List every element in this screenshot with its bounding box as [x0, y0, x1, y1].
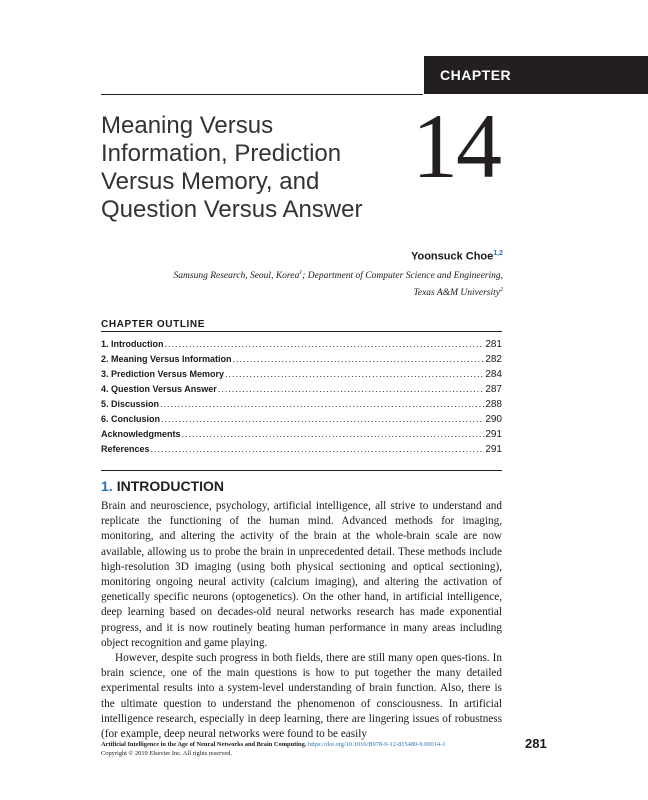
section-number: 1.: [101, 478, 113, 494]
toc-leader: [165, 339, 485, 349]
toc-page: 287: [485, 384, 502, 395]
toc-page: 284: [485, 369, 502, 380]
toc-item-prediction-versus-memory[interactable]: [101, 369, 502, 384]
toc-leader: [218, 384, 485, 394]
copyright: Copyright © 2019 Elsevier Inc. All rights reserved.: [101, 750, 233, 757]
chapter-label: CHAPTER: [440, 67, 512, 83]
toc-page: 281: [485, 339, 502, 350]
toc-item-introduction[interactable]: [101, 339, 502, 354]
toc-leader: [160, 399, 484, 409]
toc-page: 288: [485, 399, 502, 410]
author-affiliation-ref[interactable]: 1,2: [493, 250, 503, 257]
chapter-banner: [424, 56, 648, 94]
author-name: Yoonsuck Choe: [410, 250, 494, 263]
toc-label: 1. Introduction: [101, 339, 164, 349]
section-heading: [101, 478, 224, 494]
toc-label: 5. Discussion: [101, 399, 160, 409]
doi-link[interactable]: https://doi.org/10.1016/B978-0-12-815480-9.00014-1: [308, 741, 446, 748]
body-text: [101, 499, 502, 742]
toc-leader: [233, 354, 485, 364]
title-line: Meaning Versus: [101, 112, 274, 139]
outline-heading: CHAPTER OUTLINE: [101, 319, 205, 330]
affiliation-text: ; Department of Computer Science and Engineering,: [302, 271, 503, 282]
toc-label: 6. Conclusion: [101, 414, 161, 424]
toc-item-conclusion[interactable]: [101, 414, 502, 429]
author: [411, 250, 503, 263]
toc-label: Acknowledgments: [101, 429, 181, 439]
affiliation-sup: 2: [500, 287, 503, 294]
toc-item-references[interactable]: [101, 444, 502, 459]
title-line: Versus Memory, and: [101, 168, 320, 195]
affiliation: [83, 266, 503, 300]
toc-page: 282: [485, 354, 502, 365]
section-title: INTRODUCTION: [116, 478, 225, 494]
toc-label: 2. Meaning Versus Information: [101, 354, 232, 364]
chapter-number: 14: [412, 95, 500, 197]
book-title: Artificial Intelligence in the Age of Neural Networks and Brain Computing.: [101, 741, 307, 748]
chapter-outline: [101, 339, 502, 459]
paragraph: Brain and neuroscience, psychology, artificial intelligence, all strive to understand and replicate the functioning of the human mind. Advanced methods for imaging, monitoring, and altering the activity of the brain at the whole-brain scale are now available, allowing us to probe the brain in unprecedented detail. These methods include high-resolution 3D imaging (using both physical sectioning and optical sectioning), monitoring ongoing neural activity (calcium imaging), and altering the activation of genetically specific neurons (optogenetics). On the other hand, in artificial intelligence, deep learning based on decades-old neural networks research has made exponential progress, and it is now routinely beating human performance in many areas including object recognition and game playing.: [101, 500, 502, 649]
footer-citation: [101, 740, 511, 758]
toc-item-discussion[interactable]: [101, 399, 502, 414]
toc-page: 291: [485, 429, 502, 440]
title-line: Question Versus Answer: [101, 196, 363, 223]
toc-item-question-versus-answer[interactable]: [101, 384, 502, 399]
toc-leader: [161, 414, 484, 424]
chapter-title: [101, 112, 401, 224]
affiliation-sup: 1: [299, 270, 303, 276]
toc-leader: [225, 369, 484, 379]
toc-label: References: [101, 444, 150, 454]
toc-label: 3. Prediction Versus Memory: [101, 369, 225, 379]
page-number: 281: [525, 736, 547, 751]
section-rule: [101, 470, 502, 471]
toc-page: 290: [485, 414, 502, 425]
title-rule: [101, 94, 423, 95]
toc-leader: [151, 444, 485, 454]
affiliation-text: Samsung Research, Seoul, Korea: [173, 271, 300, 282]
toc-leader: [182, 429, 485, 439]
outline-rule: [101, 331, 502, 332]
toc-page: 291: [485, 444, 502, 455]
affiliation-text: Texas A&M University: [413, 288, 500, 299]
toc-item-acknowledgments[interactable]: [101, 429, 502, 444]
toc-label: 4. Question Versus Answer: [101, 384, 217, 394]
title-line: Information, Prediction: [101, 140, 342, 167]
toc-item-meaning-versus-information[interactable]: [101, 354, 502, 369]
paragraph: However, despite such progress in both fields, there are still many open ques-tions. In brain science, one of the main questions is how to put together the many detailed experimental results into a system-level understanding of brain function. Also, there is the ultimate question to understand the phenomenon of consciousness. In artificial intelligence research, especially in deep learning, there are lingering issues of robustness (for example, deep neural networks were found to be easily: [101, 652, 502, 741]
